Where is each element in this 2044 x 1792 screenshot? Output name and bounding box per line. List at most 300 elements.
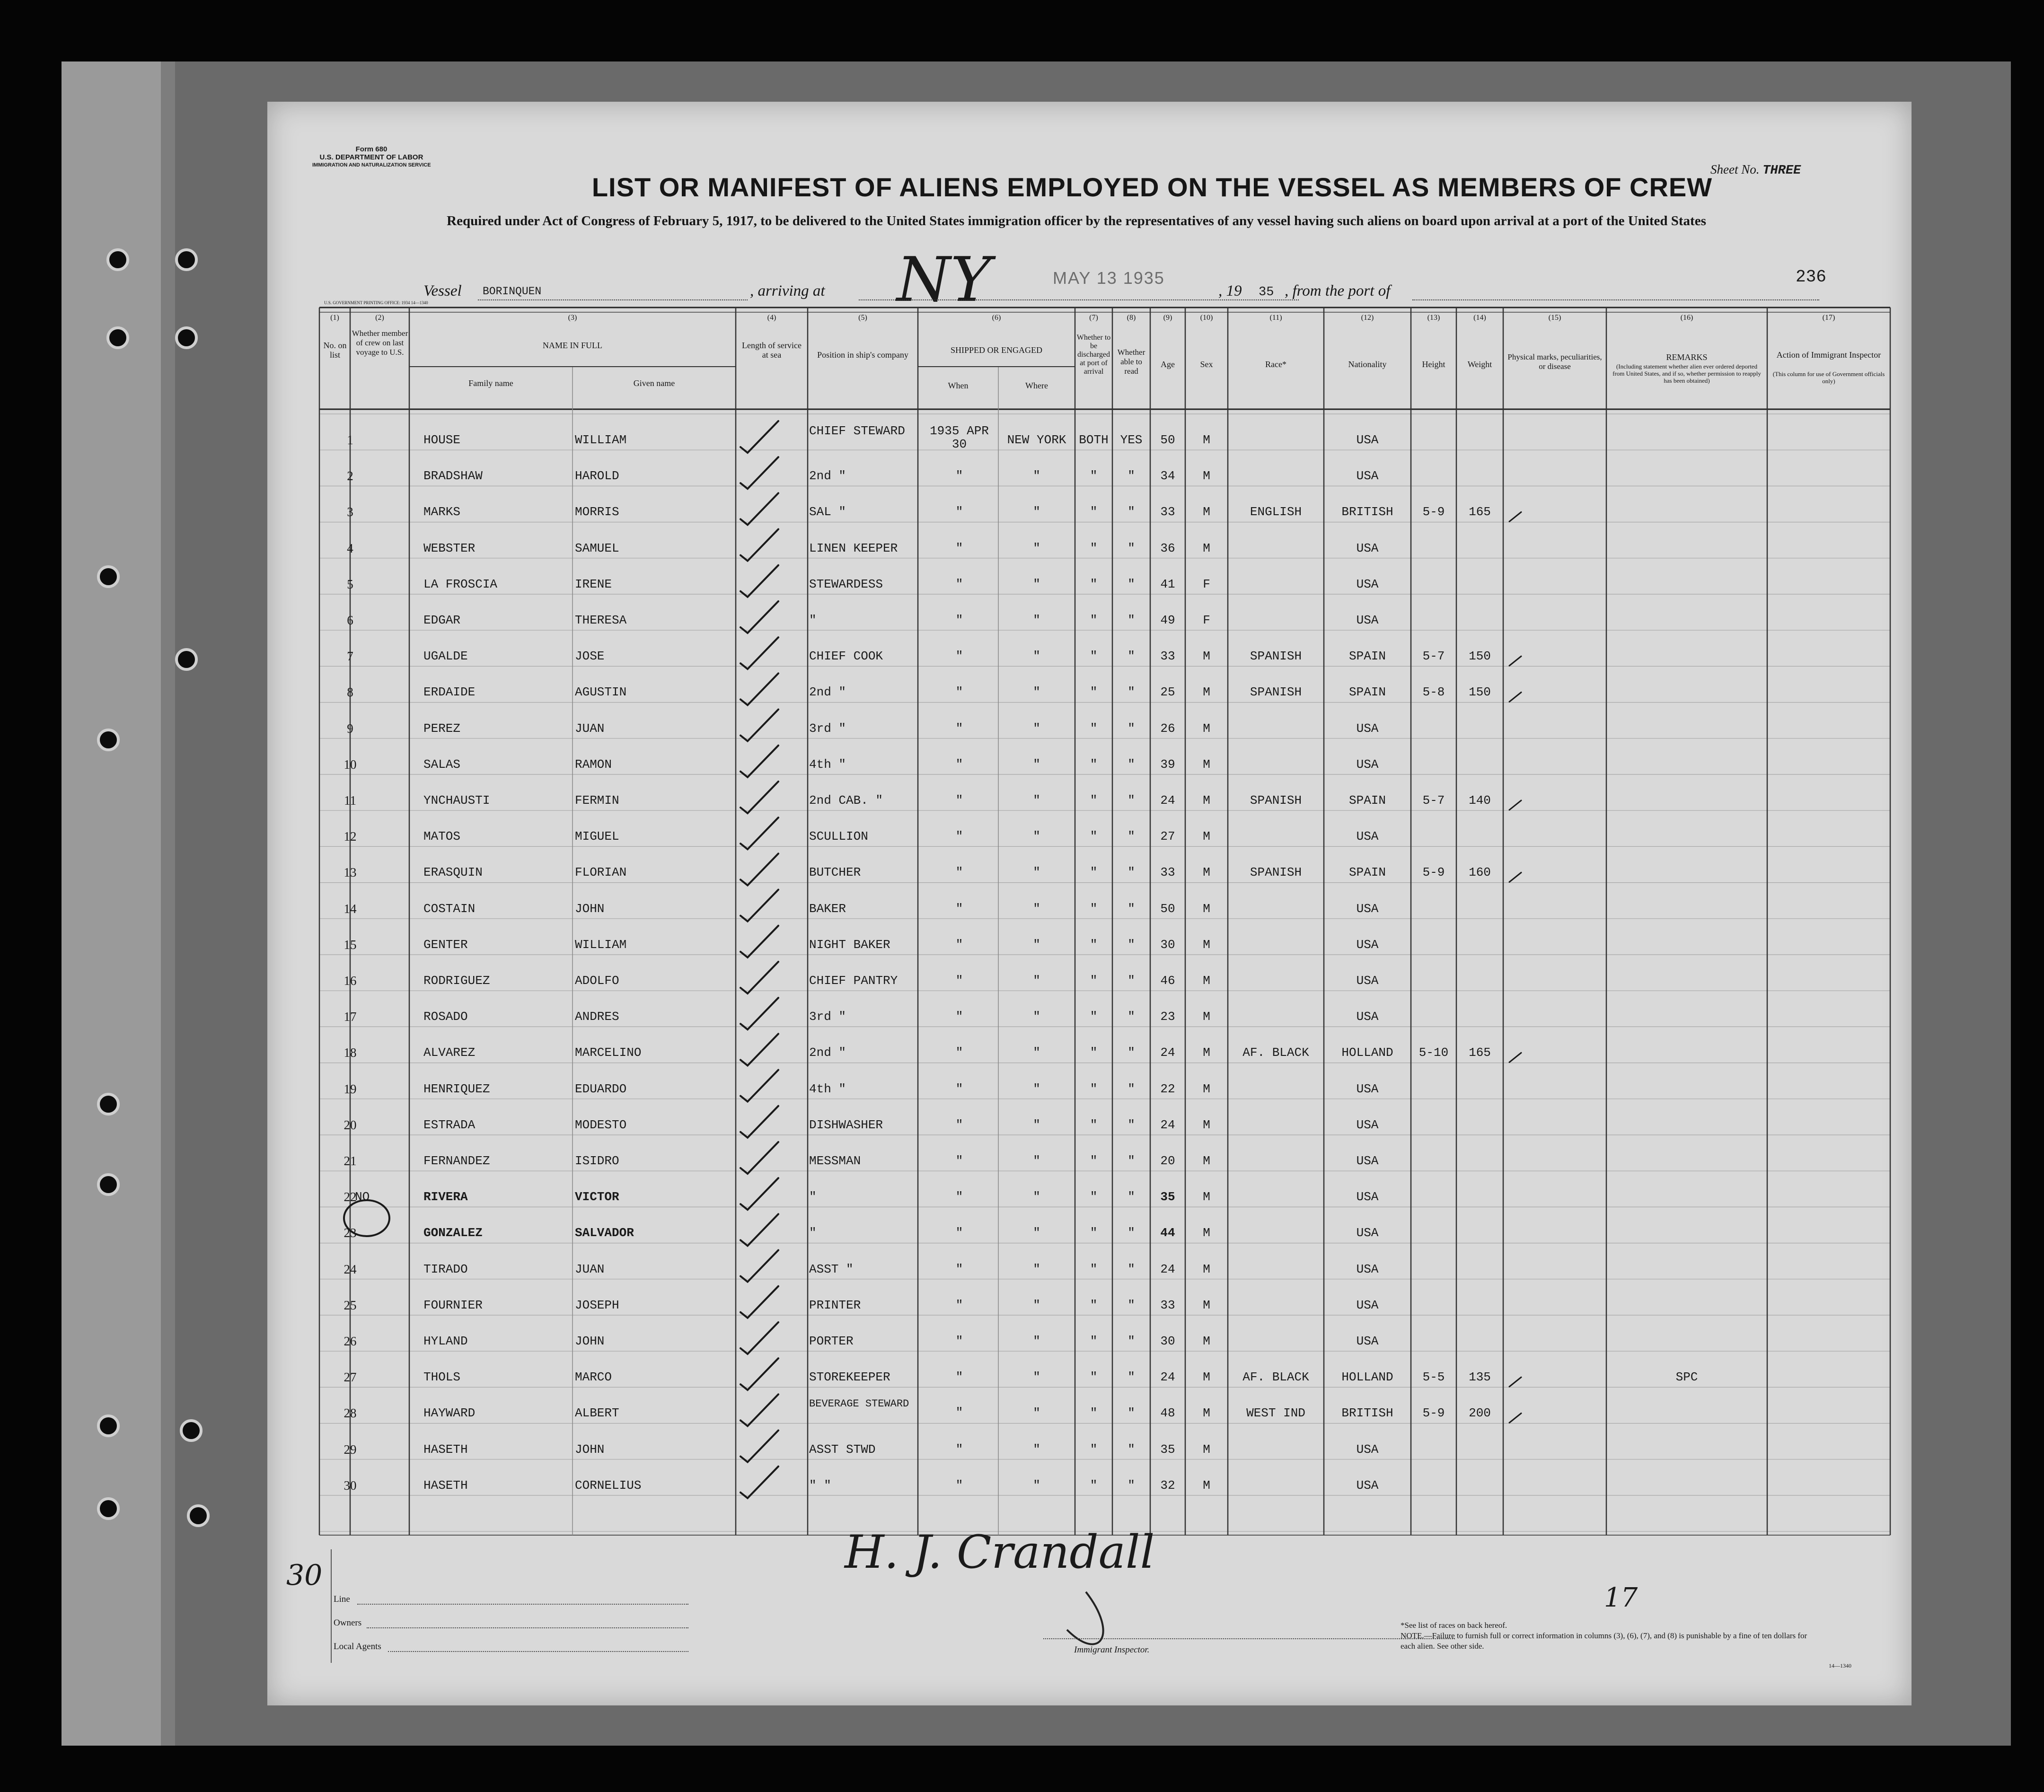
sex: M: [1203, 1226, 1210, 1240]
shipped-when: ": [955, 1010, 963, 1024]
sex: M: [1203, 433, 1210, 447]
shipped-when: 1935 APR 30: [930, 424, 989, 451]
check-mark-icon: [1509, 800, 1521, 810]
shipped-where: ": [1033, 757, 1040, 772]
given-name: MIGUEL: [575, 829, 619, 844]
check-mark-icon: [740, 1034, 778, 1065]
binder-hole-icon: [106, 326, 129, 349]
sex: F: [1203, 577, 1210, 591]
family-name: HOUSE: [423, 433, 461, 447]
weight: 150: [1469, 649, 1491, 664]
able-to-read: ": [1128, 937, 1135, 952]
able-to-read: ": [1128, 469, 1135, 483]
family-name: FERNANDEZ: [423, 1154, 490, 1168]
check-mark-icon: [740, 1431, 778, 1462]
discharged: ": [1090, 721, 1098, 736]
nationality: USA: [1356, 1154, 1379, 1168]
height: 5-5: [1422, 1370, 1445, 1385]
discharged: ": [1090, 937, 1098, 952]
check-mark-icon: [740, 1250, 778, 1282]
position: DISHWASHER: [809, 1117, 883, 1132]
position: BUTCHER: [809, 865, 861, 880]
given-name: ANDRES: [575, 1010, 619, 1024]
given-name: JOSE: [575, 649, 605, 664]
given-name: JOHN: [575, 901, 605, 916]
shipped-where: ": [1033, 865, 1040, 880]
position: SAL ": [809, 505, 846, 519]
age: 49: [1160, 613, 1175, 627]
given-name: JUAN: [575, 1262, 605, 1276]
row-number: 12: [344, 829, 357, 844]
given-name: CORNELIUS: [575, 1478, 642, 1493]
position: BEVERAGE STEWARD: [809, 1398, 909, 1410]
shipped-where: ": [1033, 469, 1040, 483]
binder-hole-icon: [97, 1093, 120, 1116]
sex: M: [1203, 1010, 1210, 1024]
corner-mark: 17: [1604, 1582, 1638, 1613]
family-name: ERDAIDE: [423, 685, 476, 700]
shipped-where: ": [1033, 577, 1040, 591]
able-to-read: ": [1128, 1190, 1135, 1204]
family-name: RIVERA: [423, 1190, 468, 1204]
position: 4th ": [809, 757, 846, 772]
given-name: IRENE: [575, 577, 612, 591]
header-no-on-list: No. on list: [323, 341, 347, 360]
sex: M: [1203, 649, 1210, 664]
able-to-read: ": [1128, 901, 1135, 916]
shipped-where: ": [1033, 829, 1040, 844]
nationality: USA: [1356, 1117, 1379, 1132]
position: ASST STWD: [809, 1442, 876, 1457]
header-shipped-engaged: SHIPPED OR ENGAGED: [950, 345, 1042, 355]
header-remarks-note: (Including statement whether alien ever ordered deported from United States, and if so, whether permission to reapply has been obtained): [1612, 363, 1761, 384]
nationality: USA: [1356, 1334, 1379, 1348]
able-to-read: ": [1128, 613, 1135, 627]
row-number: 14: [344, 901, 357, 916]
check-mark-icon: [740, 1106, 778, 1138]
given-name: MARCELINO: [575, 1045, 642, 1060]
sex: M: [1203, 469, 1210, 483]
given-name: MODESTO: [575, 1117, 627, 1132]
able-to-read: YES: [1120, 433, 1143, 447]
age: 24: [1160, 1370, 1175, 1385]
header-position: Position in ship's company: [817, 350, 908, 360]
family-name: ROSADO: [423, 1010, 468, 1024]
row-number: 2: [347, 469, 353, 483]
family-name: HAYWARD: [423, 1406, 476, 1421]
header-sex: Sex: [1200, 360, 1213, 369]
arriving-label: , arriving at: [750, 282, 825, 299]
age: 44: [1160, 1226, 1175, 1240]
service-name: IMMIGRATION AND NATURALIZATION SERVICE: [312, 162, 431, 168]
check-mark-icon: [1509, 512, 1521, 521]
shipped-where: ": [1033, 1406, 1040, 1421]
age: 24: [1160, 1117, 1175, 1132]
age: 50: [1160, 433, 1175, 447]
position: " ": [809, 1478, 831, 1493]
col-number: (8): [1127, 314, 1136, 322]
age: 30: [1160, 1334, 1175, 1348]
tick-marks-layer: [267, 102, 1912, 1705]
col-number: (12): [1361, 314, 1374, 322]
check-mark-icon: [740, 529, 778, 561]
binder-hole-icon: [187, 1504, 210, 1527]
given-name: JOSEPH: [575, 1298, 619, 1312]
check-mark-icon: [740, 890, 778, 922]
age: 35: [1160, 1442, 1175, 1457]
member-circle: [344, 1200, 389, 1236]
sex: M: [1203, 505, 1210, 519]
nationality: SPAIN: [1348, 685, 1386, 700]
nationality: USA: [1356, 1010, 1379, 1024]
shipped-where: ": [1033, 793, 1040, 808]
family-name: HASETH: [423, 1442, 468, 1457]
binder-hole-icon: [175, 648, 198, 671]
shipped-when: ": [955, 1478, 963, 1493]
race: ENGLISH: [1250, 505, 1302, 519]
header-nationality: Nationality: [1348, 360, 1387, 369]
discharged: ": [1090, 793, 1098, 808]
nationality: BRITISH: [1341, 505, 1393, 519]
position: ASST ": [809, 1262, 854, 1276]
col-number: (5): [858, 314, 867, 322]
col-number: (17): [1822, 314, 1835, 322]
shipped-when: ": [955, 1117, 963, 1132]
nationality: HOLLAND: [1341, 1045, 1393, 1060]
inspector-signature: H. J. Crandall: [845, 1526, 1155, 1579]
shipped-when: ": [955, 685, 963, 700]
shipped-when: ": [955, 1298, 963, 1312]
sex: M: [1203, 793, 1210, 808]
sex: M: [1203, 1406, 1210, 1421]
given-name: ALBERT: [575, 1406, 619, 1421]
given-name: MORRIS: [575, 505, 619, 519]
given-name: JOHN: [575, 1334, 605, 1348]
able-to-read: ": [1128, 577, 1135, 591]
age: 34: [1160, 469, 1175, 483]
sex: M: [1203, 1298, 1210, 1312]
nationality: USA: [1356, 1081, 1379, 1096]
shipped-when: ": [955, 721, 963, 736]
weight: 160: [1469, 865, 1491, 880]
weight: 135: [1469, 1370, 1491, 1385]
position: ": [809, 613, 817, 627]
able-to-read: ": [1128, 757, 1135, 772]
given-name: SALVADOR: [575, 1226, 634, 1240]
age: 22: [1160, 1081, 1175, 1096]
col-number: (9): [1163, 314, 1172, 322]
row-number: 1: [347, 433, 353, 447]
shipped-where: ": [1033, 1154, 1040, 1168]
discharged: ": [1090, 1226, 1098, 1240]
binder-hole-icon: [175, 248, 198, 271]
shipped-when: ": [955, 505, 963, 519]
family-name: GENTER: [423, 937, 468, 952]
able-to-read: ": [1128, 1370, 1135, 1385]
weight: 165: [1469, 1045, 1491, 1060]
given-name: AGUSTIN: [575, 685, 627, 700]
able-to-read: ": [1128, 1081, 1135, 1096]
sex: M: [1203, 541, 1210, 555]
row-number: 22: [344, 1190, 357, 1204]
check-mark-icon: [1509, 1053, 1521, 1062]
year-value: 35: [1259, 285, 1274, 299]
arriving-port-handwritten: NY: [897, 244, 991, 316]
age: 39: [1160, 757, 1175, 772]
shipped-where: ": [1033, 937, 1040, 952]
col-number: (11): [1269, 314, 1282, 322]
vessel-name: BORINQUEN: [483, 285, 542, 298]
position: ": [809, 1226, 817, 1240]
check-mark-icon: [740, 1467, 778, 1498]
check-mark-icon: [1509, 872, 1521, 882]
position: 3rd ": [809, 1010, 846, 1024]
check-mark-icon: [1509, 1413, 1521, 1423]
family-name: COSTAIN: [423, 901, 476, 916]
shipped-when: ": [955, 1081, 963, 1096]
header-family-name: Family name: [468, 378, 513, 388]
sex: M: [1203, 721, 1210, 736]
check-mark-icon: [740, 637, 778, 669]
row-number: 13: [344, 865, 357, 880]
sex: M: [1203, 1081, 1210, 1096]
able-to-read: ": [1128, 1226, 1135, 1240]
able-to-read: ": [1128, 541, 1135, 555]
inspector-line: [1043, 1638, 1455, 1639]
row-number: 21: [344, 1154, 357, 1168]
sex: M: [1203, 1190, 1210, 1204]
check-mark-icon: [740, 1214, 778, 1246]
row-number: 20: [344, 1117, 357, 1132]
nationality: USA: [1356, 577, 1379, 591]
discharged: ": [1090, 974, 1098, 988]
family-name: ALVAREZ: [423, 1045, 476, 1060]
row-number: 28: [344, 1406, 357, 1421]
height: 5-9: [1422, 1406, 1445, 1421]
col-number: (7): [1089, 314, 1098, 322]
family-name: MATOS: [423, 829, 461, 844]
sex: M: [1203, 1478, 1210, 1493]
department-name: U.S. DEPARTMENT OF LABOR: [319, 153, 423, 161]
given-name: ISIDRO: [575, 1154, 619, 1168]
given-name: WILLIAM: [575, 433, 627, 447]
shipped-when: ": [955, 974, 963, 988]
header-where: Where: [1025, 381, 1048, 390]
row-number: 27: [344, 1370, 357, 1385]
row-number: 29: [344, 1442, 357, 1457]
footer-agents-field: [388, 1651, 688, 1652]
position: 2nd CAB. ": [809, 793, 883, 808]
discharged: ": [1090, 469, 1098, 483]
position: SCULLION: [809, 829, 868, 844]
header-discharged: Whether to be discharged at port of arrival: [1076, 334, 1111, 376]
able-to-read: ": [1128, 865, 1135, 880]
discharged: ": [1090, 901, 1098, 916]
binder-hole-icon: [97, 1497, 120, 1520]
penalty-note: NOTE.—Failure to furnish full or correct information in columns (3), (6), (7), and (8) is punishable by a fine of ten dollars for each alien. See other side.: [1401, 1631, 1807, 1651]
weight: 165: [1469, 505, 1491, 519]
row-number: 11: [344, 793, 356, 808]
given-name: FLORIAN: [575, 865, 627, 880]
discharged: ": [1090, 757, 1098, 772]
header-age: Age: [1161, 360, 1175, 369]
from-port-label: , from the port of: [1285, 282, 1391, 299]
check-mark-icon: [740, 1394, 778, 1426]
height: 5-9: [1422, 865, 1445, 880]
header-name-in-full: NAME IN FULL: [543, 341, 602, 350]
age: 33: [1160, 649, 1175, 664]
family-name: EDGAR: [423, 613, 461, 627]
shipped-when: ": [955, 1370, 963, 1385]
family-name: YNCHAUSTI: [423, 793, 490, 808]
row-number: 7: [347, 649, 353, 664]
given-name: THERESA: [575, 613, 627, 627]
sex: M: [1203, 1370, 1210, 1385]
shipped-when: ": [955, 613, 963, 627]
binder-strip: [62, 61, 161, 1746]
check-mark-icon: [740, 998, 778, 1029]
header-whether-member: Whether member of crew on last voyage to U.S.: [352, 329, 408, 357]
discharged: ": [1090, 1478, 1098, 1493]
family-name: MARKS: [423, 505, 461, 519]
able-to-read: ": [1128, 793, 1135, 808]
discharged: ": [1090, 865, 1098, 880]
col-number: (15): [1548, 314, 1561, 322]
family-name: ERASQUIN: [423, 865, 483, 880]
nationality: USA: [1356, 1262, 1379, 1276]
sex: M: [1203, 1442, 1210, 1457]
member-last-voyage: NO: [355, 1190, 370, 1204]
position: 2nd ": [809, 469, 846, 483]
header-physical-marks: Physical marks, peculiarities, or disease: [1507, 352, 1602, 371]
check-mark-icon: [1509, 656, 1521, 666]
family-name: UGALDE: [423, 649, 468, 664]
check-mark-icon: [740, 1142, 778, 1174]
check-mark-icon: [740, 962, 778, 993]
shipped-where: ": [1033, 613, 1040, 627]
sex: M: [1203, 685, 1210, 700]
shipped-when: ": [955, 541, 963, 555]
races-note: *See list of races on back hereof.: [1401, 1621, 1507, 1630]
nationality: USA: [1356, 757, 1379, 772]
position: CHIEF STEWARD: [809, 424, 905, 438]
row-number: 25: [344, 1298, 357, 1312]
age: 24: [1160, 1045, 1175, 1060]
given-name: JUAN: [575, 721, 605, 736]
shipped-when: ": [955, 1334, 963, 1348]
nationality: USA: [1356, 1226, 1379, 1240]
age: 23: [1160, 1010, 1175, 1024]
row-number: 15: [344, 937, 357, 952]
family-name: PEREZ: [423, 721, 461, 736]
sheet-value: THREE: [1762, 164, 1801, 178]
sex: M: [1203, 865, 1210, 880]
sex: M: [1203, 1045, 1210, 1060]
family-name: GONZALEZ: [423, 1226, 483, 1240]
family-name: LA FROSCIA: [423, 577, 498, 591]
shipped-when: ": [955, 829, 963, 844]
weight: 200: [1469, 1406, 1491, 1421]
race: SPANISH: [1250, 865, 1302, 880]
able-to-read: ": [1128, 649, 1135, 664]
race: AF. BLACK: [1242, 1045, 1309, 1060]
header-action-note: (This column for use of Government officials only): [1772, 370, 1885, 385]
height: 5-7: [1422, 793, 1445, 808]
row-number: 5: [347, 577, 353, 591]
sheet-label: Sheet No.: [1710, 162, 1760, 176]
nationality: USA: [1356, 433, 1379, 447]
age: 33: [1160, 865, 1175, 880]
check-mark-icon: [740, 710, 778, 741]
sex: M: [1203, 974, 1210, 988]
check-mark-icon: [740, 817, 778, 849]
given-name: SAMUEL: [575, 541, 619, 555]
age: 20: [1160, 1154, 1175, 1168]
row-number: 26: [344, 1334, 357, 1348]
position: BAKER: [809, 901, 846, 916]
shipped-where: ": [1033, 974, 1040, 988]
check-mark-icon: [740, 1358, 778, 1390]
discharged: ": [1090, 1442, 1098, 1457]
check-mark-icon: [740, 782, 778, 813]
shipped-when: ": [955, 1405, 963, 1420]
col-number: (4): [767, 314, 776, 322]
able-to-read: ": [1128, 974, 1135, 988]
discharged: ": [1090, 1190, 1098, 1204]
check-mark-icon: [740, 493, 778, 525]
given-name: RAMON: [575, 757, 612, 772]
discharged: ": [1090, 1010, 1098, 1024]
nationality: USA: [1356, 974, 1379, 988]
discharged: ": [1090, 505, 1098, 519]
age: 46: [1160, 974, 1175, 988]
weight: 140: [1469, 793, 1491, 808]
binder-hole-icon: [106, 248, 129, 271]
age: 25: [1160, 685, 1175, 700]
shipped-where: ": [1033, 1045, 1040, 1060]
nationality: SPAIN: [1348, 865, 1386, 880]
position: PRINTER: [809, 1298, 861, 1312]
shipped-when: ": [955, 901, 963, 916]
given-name: MARCO: [575, 1370, 612, 1385]
able-to-read: ": [1128, 505, 1135, 519]
header-remarks: REMARKS: [1666, 352, 1708, 362]
position: STEWARDESS: [809, 577, 883, 591]
year-label: , 19: [1218, 282, 1242, 299]
discharged: ": [1090, 1370, 1098, 1385]
able-to-read: ": [1128, 685, 1135, 700]
row-number: 3: [347, 505, 353, 519]
shipped-where: ": [1033, 541, 1040, 555]
age: 26: [1160, 721, 1175, 736]
position: CHIEF COOK: [809, 649, 883, 664]
discharged: ": [1090, 1154, 1098, 1168]
shipped-where: ": [1033, 1226, 1040, 1240]
shipped-where: ": [1033, 1478, 1040, 1493]
binder-hole-icon: [175, 326, 198, 349]
able-to-read: ": [1128, 1406, 1135, 1421]
shipped-when: ": [955, 937, 963, 952]
able-to-read: ": [1128, 1117, 1135, 1132]
binder-hole-icon: [97, 1173, 120, 1196]
shipped-where: ": [1033, 1117, 1040, 1132]
race: SPANISH: [1250, 685, 1302, 700]
age: 41: [1160, 577, 1175, 591]
nationality: USA: [1356, 469, 1379, 483]
check-mark-icon: [740, 565, 778, 597]
nationality: SPAIN: [1348, 649, 1386, 664]
discharged: ": [1090, 1334, 1098, 1348]
